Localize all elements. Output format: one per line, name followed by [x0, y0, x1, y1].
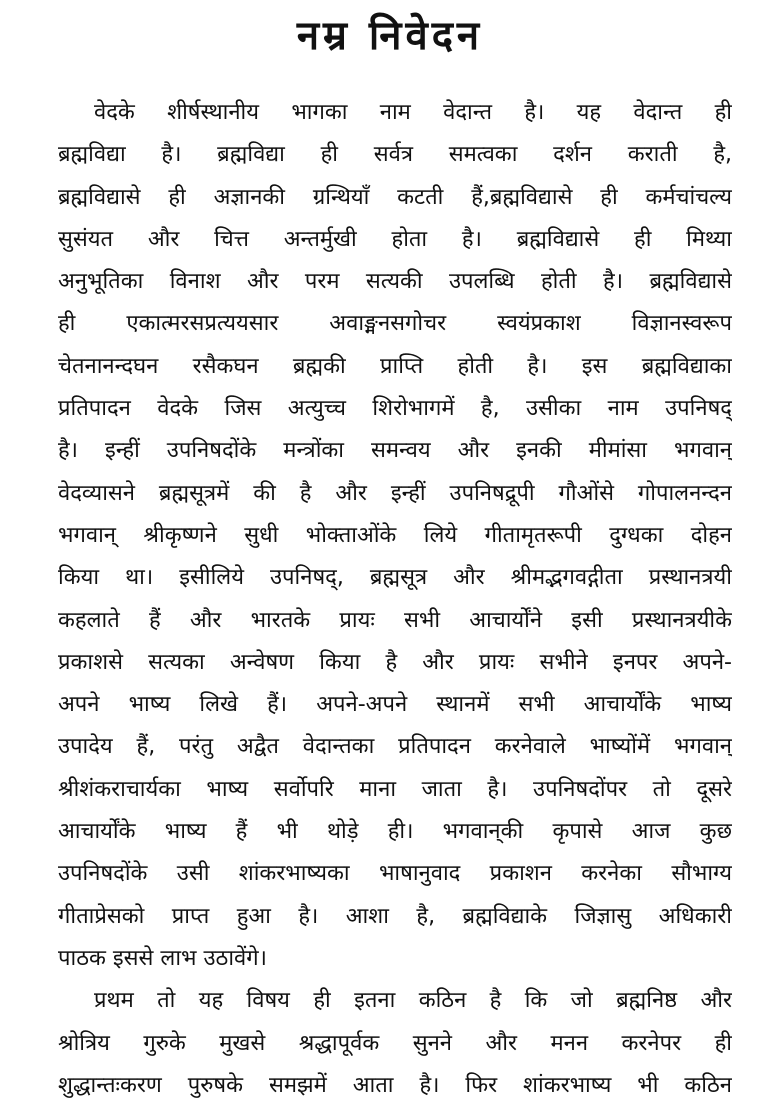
- text-line: श्रीशंकराचार्यका भाष्य सर्वोपरि माना जाता है। उपनिषदोंपर तो दूसरे: [58, 776, 732, 802]
- text-line: ब्रह्मविद्यासे ही अज्ञानकी ग्रन्थियाँ कटती हैं,ब्रह्मविद्यासे ही कर्मचांचल्य: [58, 184, 732, 210]
- text-line: शुद्धान्तःकरण पुरुषके समझमें आता है। फिर शांकरभाष्य भी कठिन: [58, 1072, 732, 1098]
- text-line: अनुभूतिका विनाश और परम सत्यकी उपलब्धि होती है। ब्रह्मविद्यासे: [58, 269, 732, 295]
- text-line: ब्रह्मविद्या है। ब्रह्मविद्या ही सर्वत्र समत्वका दर्शन कराती है,: [58, 142, 732, 168]
- text-line: उपनिषदोंके उसी शांकरभाष्यका भाषानुवाद प्रकाशन करनेका सौभाग्य: [58, 861, 732, 887]
- text-line: कहलाते हैं और भारतके प्रायः सभी आचार्योंने इसी प्रस्थानत्रयीके: [58, 607, 732, 633]
- text-line: प्रथम तो यह विषय ही इतना कठिन है कि जो ब्रह्मनिष्ठ और: [94, 988, 732, 1014]
- body-text: [58, 92, 732, 1107]
- text-line: उपादेय हैं, परंतु अद्वैत वेदान्तका प्रतिपादन करनेवाले भाष्योंमें भगवान्: [58, 734, 732, 760]
- text-line: है। इन्हीं उपनिषदोंके मन्त्रोंका समन्वय और इनकी मीमांसा भगवान्: [58, 438, 732, 464]
- text-line: ही एकात्मरसप्रत्ययसार अवाङ्मनसगोचर स्वयंप्रकाश विज्ञानस्वरूप: [58, 311, 732, 337]
- text-line: अपने भाष्य लिखे हैं। अपने-अपने स्थानमें सभी आचार्योंके भाष्य: [58, 692, 732, 718]
- text-line: सुसंयत और चित्त अन्तर्मुखी होता है। ब्रह्मविद्यासे ही मिथ्या: [58, 226, 732, 252]
- text-line: श्रोत्रिय गुरुके मुखसे श्रद्धापूर्वक सुनने और मनन करनेपर ही: [58, 1030, 732, 1056]
- text-line: किया था। इसीलिये उपनिषद्, ब्रह्मसूत्र और श्रीमद्भगवद्गीता प्रस्थानत्रयी: [58, 565, 732, 591]
- text-line: गीताप्रेसको प्राप्त हुआ है। आशा है, ब्रह्मविद्याके जिज्ञासु अधिकारी: [58, 903, 732, 929]
- text-line: भगवान् श्रीकृष्णने सुधी भोक्ताओंके लिये गीतामृतरूपी दुग्धका दोहन: [58, 522, 732, 548]
- text-line: वेदके शीर्षस्थानीय भागका नाम वेदान्त है। यह वेदान्त ही: [94, 100, 732, 125]
- page-title: नम्र निवेदन: [296, 13, 484, 59]
- text-line: चेतनानन्दघन रसैकघन ब्रह्मकी प्राप्ति होती है। इस ब्रह्मविद्याका: [58, 353, 732, 379]
- text-line: प्रतिपादन वेदके जिस अत्युच्च शिरोभागमें है, उसीका नाम उपनिषद्: [58, 396, 732, 422]
- text-line: प्रकाशसे सत्यका अन्वेषण किया है और प्रायः सभीने इनपर अपने-: [58, 649, 732, 675]
- text-line: आचार्योंके भाष्य हैं भी थोड़े ही। भगवान्‌की कृपासे आज कुछ: [58, 819, 732, 845]
- text-line: पाठक इससे लाभ उठावेंगे।: [58, 945, 267, 971]
- text-line: वेदव्यासने ब्रह्मसूत्रमें की है और इन्हीं उपनिषद्रूपी गौओंसे गोपालनन्दन: [58, 480, 732, 506]
